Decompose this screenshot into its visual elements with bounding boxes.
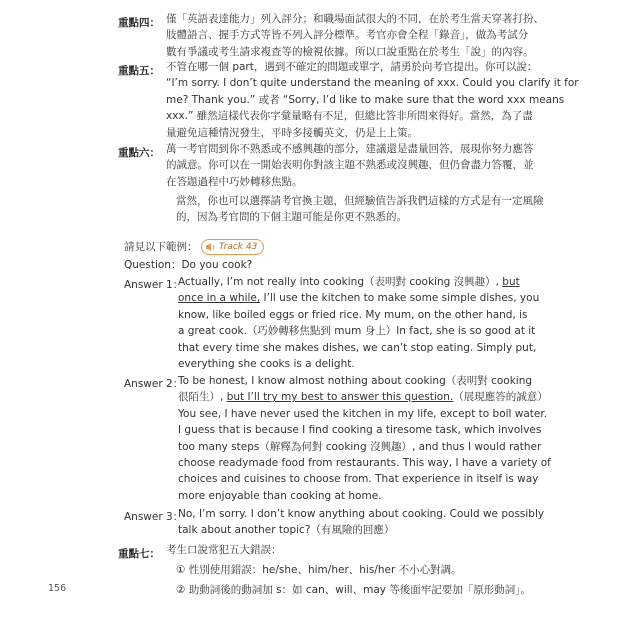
point5-line: 不管在哪一個 part，遇到不確定的問題或單字，請勇於向考官提出。你可以說： — [166, 61, 538, 73]
point5-line: xxx.” 雖然這樣代表你字彙量略有不足，但總比答非所問來得好。當然，為了盡 — [166, 110, 533, 123]
answer2-line: too many steps（解釋為何對 cooking 沒興趣）, and thus I would rather — [178, 440, 542, 453]
answer1-line — [178, 274, 539, 290]
example-heading — [124, 239, 264, 255]
audio-icon — [205, 242, 217, 252]
point4-line: 僅「英語表達能力」列入評分；和職場面試很大的不同，在於考生當天穿著打扮、 — [166, 13, 544, 25]
point6-line: 萬一考官問到你不熟悉或不感興趣的部分，建議還是盡量回答，展現你努力應答 — [166, 143, 534, 155]
answer2-line — [178, 389, 551, 405]
point4-line: 肢體語言、握手方式等皆不列入評分標準。考官亦會全程「錄音」，做為考試分 — [166, 29, 529, 42]
example-label: 請見以下範例： — [124, 241, 198, 253]
answer3-line: No, I’m sorry. I don’t know anything about cooking. Could we possibly — [178, 508, 545, 520]
point4-body — [166, 11, 544, 60]
answer1-line — [178, 290, 539, 306]
point7-label: 重點七： — [118, 548, 160, 560]
answer2-line: choose readymade food from restaurants. This way, I have a variety of — [178, 457, 551, 470]
audio-track-badge[interactable] — [201, 239, 265, 255]
point7-item: ② 助動詞後的動詞加 s：如 can、will、may 等後面牢記要加「原形動詞」。 — [176, 584, 532, 597]
point6-extra-line: 當然，你也可以選擇請考官換主題，但經驗值告訴我們這樣的方式是有一定風險 — [176, 195, 544, 207]
point6-extra-line: 的，因為考官問的下個主題可能是你更不熟悉的。 — [176, 211, 407, 224]
answer2-line: more enjoyable than cooking at home. — [178, 489, 382, 502]
track-label: Track 43 — [218, 241, 258, 252]
point5-body — [166, 59, 579, 141]
answer3-line: talk about another topic?（有風險的回應） — [178, 524, 395, 537]
point5-label: 重點五： — [118, 65, 160, 77]
answer1-line: everything she cooks is a delight. — [178, 358, 355, 371]
point6-line: 的誠意。你可以在一開始表明你對該主題不熟悉或沒興趣，但仍會盡力答覆，並 — [166, 159, 534, 172]
point7-item: ① 性別使用錯誤：he/she、him/her、his/her 不小心對調。 — [176, 564, 462, 576]
point6-body — [166, 141, 534, 190]
answer2-line: You see, I have never used the kitchen in my life, except to boil water. — [178, 407, 548, 420]
answer1-underlined: but — [502, 276, 520, 288]
question-label: Question： — [124, 259, 182, 271]
answer3-label: Answer 3： — [124, 511, 184, 523]
answer2-text: 很陌生）, — [178, 391, 227, 404]
answer2-text: （展現應答的誠意） — [453, 391, 548, 404]
point6-label: 重點六： — [118, 147, 160, 159]
answer2-body — [178, 373, 551, 504]
answer2-line: choices and cuisines to choose from. That experience in itself is way — [178, 473, 539, 486]
answer2-line: To be honest, I know almost nothing about cooking（表明對 cooking — [178, 375, 533, 387]
answer2-underlined: but I’ll try my best to answer this question. — [226, 391, 454, 404]
point4-line: 數有爭議或考生請求複查等的檢視依據。所以口說重點在於考生「說」的內容。 — [166, 45, 534, 58]
answer2-label: Answer 2： — [124, 378, 184, 390]
point7-intro: 考生口說常犯五大錯誤： — [166, 544, 282, 556]
point4-label: 重點四： — [118, 17, 160, 29]
point5-line: 量避免這種情況發生，平時多接觸英文，仍是上上策。 — [166, 126, 418, 139]
answer1-line: know, like boiled eggs or fried rice. My mum, on the other hand, is — [178, 308, 528, 321]
point5-line: me? Thank you.” 或者 “Sorry, I’d like to make sure that the word xxx means — [166, 93, 565, 106]
answer1-line: that every time she makes dishes, we can’t stop eating. Simply put, — [178, 341, 537, 354]
answer3-body — [178, 506, 544, 539]
answer1-line: a great cook.（巧妙轉移焦點到 mum 身上）In fact, she is so good at it — [178, 325, 536, 338]
answer1-underlined: once in a while, — [178, 292, 261, 305]
answer1-text: I’ll use the kitchen to make some simple dishes, you — [260, 292, 540, 305]
answer1-label: Answer 1： — [124, 279, 184, 291]
answer1-text: Actually, I’m not really into cooking（表明對 cooking 沒興趣）, — [178, 276, 503, 288]
question-text: Do you cook? — [181, 259, 253, 271]
page-number: 156 — [48, 583, 67, 594]
point7-list — [176, 562, 531, 599]
point6-extra — [176, 193, 544, 226]
answer1-body — [178, 274, 539, 372]
point5-line: “I’m sorry. I don’t quite understand the meaning of xxx. Could you clarify it for — [166, 77, 579, 90]
point6-line: 在答題過程中巧妙轉移焦點。 — [166, 175, 303, 188]
question-line — [124, 257, 252, 273]
answer2-line: I guess that is because I find cooking a tiresome task, which involves — [178, 424, 542, 437]
